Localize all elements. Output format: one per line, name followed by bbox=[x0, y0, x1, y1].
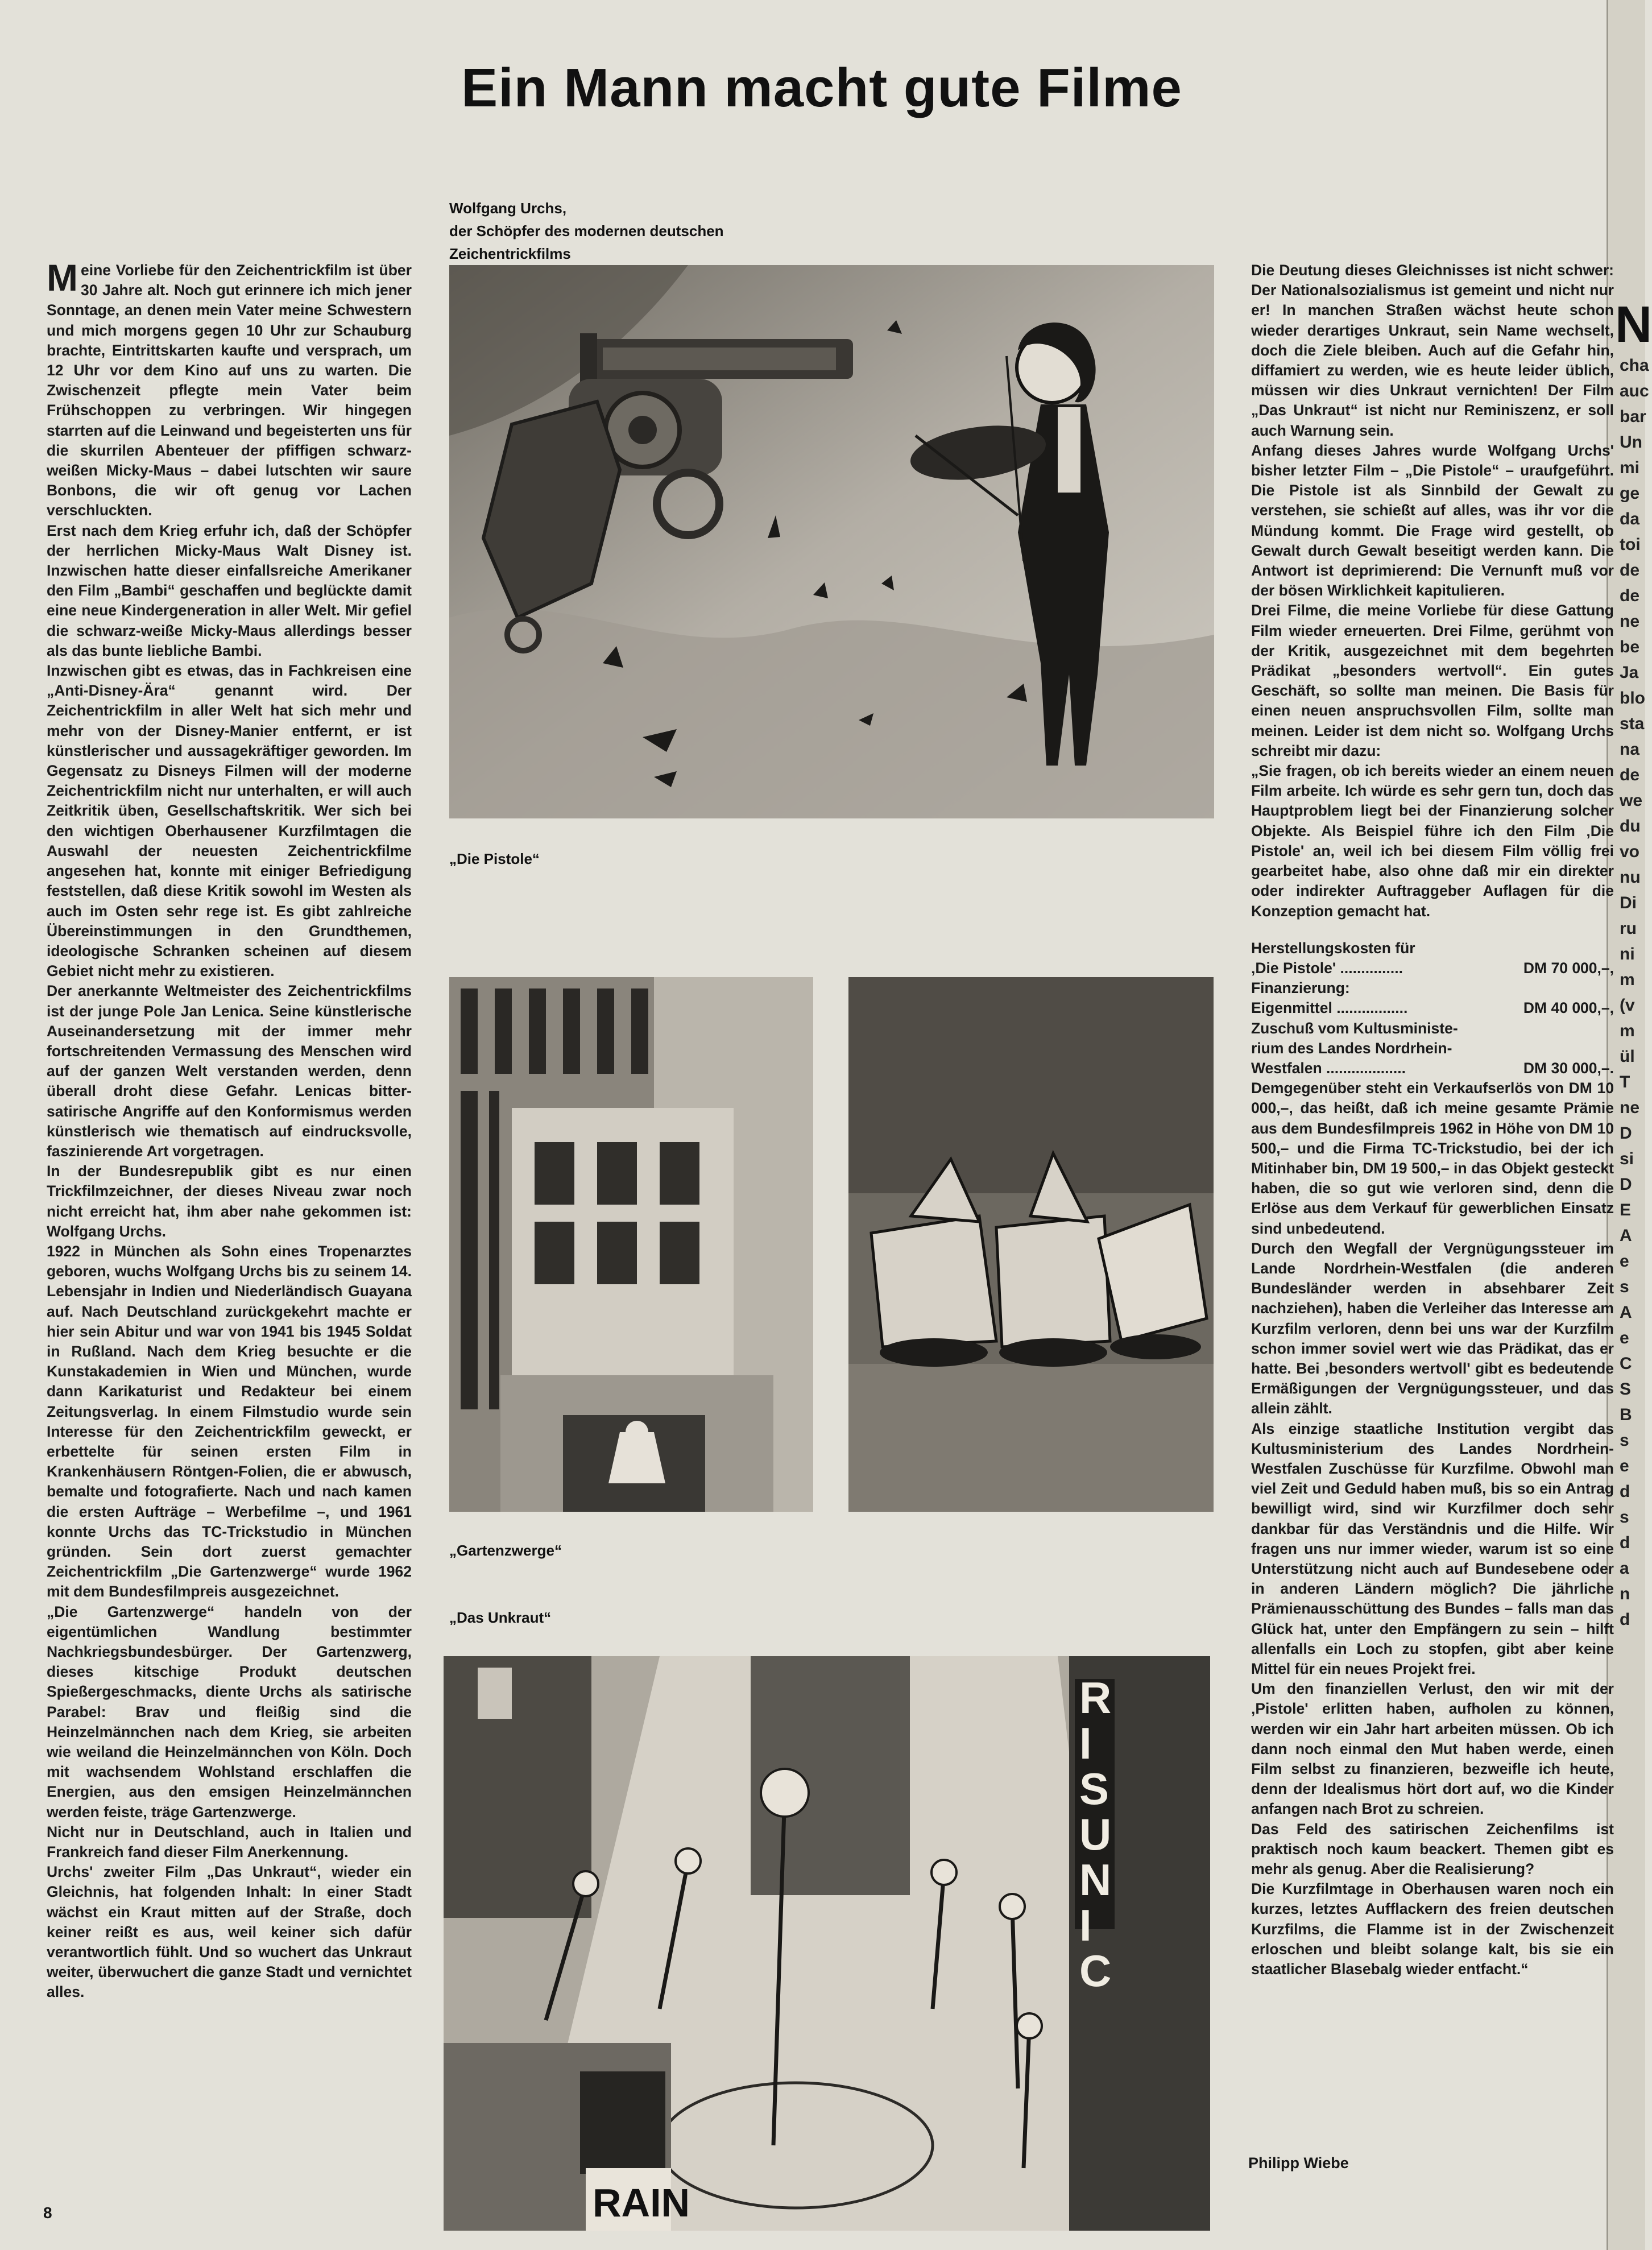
edge-fragment: blo bbox=[1620, 689, 1645, 708]
edge-fragment: D bbox=[1620, 1124, 1632, 1143]
edge-fragment: m bbox=[1620, 1021, 1635, 1040]
paragraph: Inzwischen gibt es etwas, das in Fachkreisen eine „Anti-Disney-Ära“ genannt wird. Der Zeichentrickfilm in aller Welt hat sich mehr und mehr von der Disney-Manier entfernt, er ist künstlerischer und aussagekräftiger geworden. Im Gegensatz zu Disneys Filmen will der moderne Zeichentrickfilm nicht nur unterhalten, er will auch Zeitkritik üben, Gesellschaftskritik. Wer sich bei den wichtigen Oberhausener Kurzfilmtagen die Auswahl der neuesten Zeichentrickfilme angesehen hat, konnte mit einiger Befriedigung feststellen, daß diese Kritik sowohl im Westen als auch im Osten sehr rege ist. Es gibt zahlreiche Übereinstimmungen in den Grundthemen, ideologische Schranken scheinen auf diesem Gebiet nicht mehr zu existieren. bbox=[47, 662, 412, 980]
figure-pistole bbox=[449, 265, 1214, 818]
risunic-sign bbox=[1079, 1673, 1111, 1996]
edge-fragment: e bbox=[1620, 1457, 1629, 1475]
caption-pistole: „Die Pistole“ bbox=[449, 850, 540, 867]
edge-fragment: si bbox=[1620, 1149, 1634, 1168]
edge-fragment: S bbox=[1620, 1380, 1632, 1399]
page-number: 8 bbox=[43, 2204, 52, 2222]
cost-label: Zuschuß vom Kultusministe- bbox=[1251, 1019, 1458, 1037]
paragraph: Nicht nur in Deutschland, auch in Italien und Frankreich fand dieser Film Anerkennung. bbox=[47, 1823, 412, 1861]
edge-fragment: d bbox=[1620, 1610, 1630, 1629]
edge-fragment: Ja bbox=[1620, 663, 1639, 682]
caption-gartenzwerge: „Gartenzwerge“ bbox=[449, 1542, 562, 1559]
edge-fragment: s bbox=[1620, 1431, 1629, 1450]
paragraph: Die Deutung dieses Gleichnisses ist nicht schwer: Der Nationalsozialismus ist gemeint und nicht nur er! In manchen Straßen wächst heute schon wieder derartiges Unkraut, sein Name wechselt, doch die Ziele bleiben. Auch auf die Gefahr hin, diffamiert zu werden, wie es heute leider üblich, müssen wir dies Unkraut vernichten! Der Film „Das Unkraut“ ist nicht nur Reminiszenz, er soll auch Warnung sein. bbox=[1251, 262, 1614, 439]
sign-letter: C bbox=[1079, 1946, 1112, 1996]
author-caption bbox=[449, 197, 768, 265]
edge-fragment: A bbox=[1620, 1303, 1632, 1322]
edge-fragment: E bbox=[1620, 1201, 1632, 1219]
next-page-text-fragments bbox=[1620, 353, 1649, 1632]
sign-letter: I bbox=[1079, 1718, 1092, 1768]
paragraph: Der anerkannte Weltmeister des Zeichentrickfilms ist der junge Pole Jan Lenica. Seine künstlerische Auseinandersetzung mit der immer mehr fortschreitenden Vermassung des Menschen wird auf der ganzen Welt verstanden werden, denn überall droht diese Gefahr. Lenicas bitter-satirische Angriffe auf den Konformismus werden künstlerisch wie thematisch auf eindrucksvolle, faszinierende Art vorgetragen. bbox=[47, 982, 412, 1160]
edge-fragment: a bbox=[1620, 1559, 1629, 1578]
edge-fragment: ne bbox=[1620, 612, 1640, 631]
unkraut-illustration bbox=[444, 1656, 1210, 2231]
costs-table bbox=[1251, 958, 1614, 1078]
edge-fragment: n bbox=[1620, 1585, 1630, 1603]
figure-gartenzwerge-building bbox=[449, 977, 813, 1512]
edge-fragment: bar bbox=[1620, 407, 1646, 426]
edge-fragment: Di bbox=[1620, 894, 1637, 912]
paragraph: Demgegenüber steht ein Verkaufserlös von DM 10 000,–, das heißt, daß ich meine gesamte Prämie aus dem Bundesfilmpreis 1962 in Höhe von DM 10 500,– und die Firma TC-Trickstudio, bei der ich Mitinhaber bin, DM 19 500,– in das Objekt gesteckt haben, die so gut wie verloren sind, denn die Erlöse aus dem Verkauf für gewerblichen Einsatz sind unbedeutend. bbox=[1251, 1079, 1614, 1237]
edge-fragment: (v bbox=[1620, 996, 1635, 1015]
cost-row bbox=[1251, 1019, 1614, 1039]
left-column bbox=[47, 257, 412, 2003]
edge-fragment: auc bbox=[1620, 382, 1649, 400]
cost-row bbox=[1251, 978, 1614, 998]
cost-amount: DM 40 000,–, bbox=[1523, 999, 1614, 1017]
edge-fragment: mi bbox=[1620, 458, 1640, 477]
cost-amount: DM 70 000,–, bbox=[1523, 959, 1614, 977]
cost-amount: DM 30 000,–. bbox=[1523, 1059, 1614, 1077]
drop-cap: M bbox=[47, 257, 78, 299]
next-page-initial: N bbox=[1615, 296, 1652, 353]
paragraph: „Sie fragen, ob ich bereits wieder an einem neuen Film arbeite. Ich würde es sehr gern tun, doch das Hauptproblem liegt bei der Finanzierung solcher Objekte. Als Beispiel führe ich den Film ‚Die Pistole' an, weil ich bei diesem Film völlig frei gearbeitet habe, also ohne daß mir ein direkter oder indirekter Auftraggeber Auflagen für die Konzeption gemacht hat. bbox=[1251, 762, 1614, 920]
cost-row bbox=[1251, 1058, 1614, 1078]
edge-fragment: cha bbox=[1620, 356, 1649, 375]
paragraph: Anfang dieses Jahres wurde Wolfgang Urchs' bisher letzter Film – „Die Pistole“ – uraufgeführt. Die Pistole ist als Sinnbild der Gewalt zu verstehen, sie schießt auf alles, was ihr vor die Mündung kommt. Die Frage wird gestellt, ob Gewalt durch Gewalt beseitigt werden kann. Die Antwort ist deprimierend: Die Vernunft muß vor der bösen Wirklichkeit kapitulieren. bbox=[1251, 441, 1614, 599]
edge-fragment: de bbox=[1620, 766, 1640, 784]
edge-fragment: m bbox=[1620, 970, 1635, 989]
cost-label: rium des Landes Nordrhein- bbox=[1251, 1039, 1452, 1057]
costs-heading: Herstellungskosten für bbox=[1251, 939, 1415, 957]
edge-fragment: de bbox=[1620, 586, 1640, 605]
sign-letter: I bbox=[1079, 1900, 1092, 1950]
cost-row bbox=[1251, 1039, 1614, 1058]
cost-label: Westfalen ................... bbox=[1251, 1059, 1406, 1077]
cost-label: Eigenmittel ................. bbox=[1251, 999, 1408, 1017]
edge-fragment: Un bbox=[1620, 433, 1642, 452]
edge-fragment: na bbox=[1620, 740, 1640, 759]
article-title: Ein Mann macht gute Filme bbox=[461, 57, 1182, 119]
cost-label: Finanzierung: bbox=[1251, 979, 1350, 997]
paragraph: Erst nach dem Krieg erfuhr ich, daß der Schöpfer der herrlichen Micky-Maus Walt Disney ist. Inzwischen hatte dieser einfallsreiche Amerikaner den Film „Bambi“ geschaffen und beglückte damit eine neue Kindergeneration in aller Welt. Mir gefiel die schwarz-weiße Micky-Maus allerdings besser als das bunte liebliche Bambi. bbox=[47, 522, 412, 659]
sign-letter: N bbox=[1079, 1855, 1112, 1905]
edge-fragment: nu bbox=[1620, 868, 1641, 887]
author-caption-line: der Schöpfer des modernen deutschen bbox=[449, 222, 724, 239]
paragraph: „Die Gartenzwerge“ handeln von der eigentümlichen Wandlung bestimmter Nachkriegsbundesbürger. Der Gartenzwerg, dieses kitschige Produkt deutschen Spießergeschmacks, diente Urchs als satirische Parabel: Brav und fleißig sind die Heinzelmännchen nach dem Krieg, sie arbeiten wie weiland die Heinzelmännchen von Köln. Doch mit wachsendem Wohlstand erschlaffen die Energien, aus den emsigen Heinzelmännchen werden feiste, träge Gartenzwerge. bbox=[47, 1603, 412, 1821]
production-costs bbox=[1251, 938, 1614, 1078]
edge-fragment: vo bbox=[1620, 842, 1640, 861]
edge-fragment: we bbox=[1620, 791, 1643, 810]
caption-unkraut: „Das Unkraut“ bbox=[449, 1609, 552, 1626]
edge-fragment: be bbox=[1620, 638, 1640, 656]
edge-fragment: A bbox=[1620, 1226, 1632, 1245]
cost-row bbox=[1251, 958, 1614, 978]
paragraph: Urchs' zweiter Film „Das Unkraut“, wieder ein Gleichnis, hat folgenden Inhalt: In einer Stadt wächst ein Kraut mitten auf der Straße, doch keiner reißt es aus, weil keiner sich dafür verantwortlich fühlt. Und so wuchert das Unkraut weiter, überwuchert die ganze Stadt und vernichtet alles. bbox=[47, 1863, 412, 2001]
edge-fragment: e bbox=[1620, 1329, 1629, 1347]
edge-fragment: da bbox=[1620, 510, 1640, 528]
paragraph: In der Bundesrepublik gibt es nur einen Trickfilmzeichner, der dieses Niveau zwar noch nicht erreicht hat, ihm aber nahe gekommen ist: Wolfgang Urchs. bbox=[47, 1163, 412, 1240]
edge-fragment: du bbox=[1620, 817, 1641, 836]
edge-fragment: d bbox=[1620, 1533, 1630, 1552]
paragraph: Um den finanziellen Verlust, den wir mit der ‚Pistole' erlitten haben, aufholen zu können, werden wir ein Jahr hart arbeiten müssen. Ob ich dann noch einmal den Mut haben werde, einen Film selbst zu finanzieren, bezweifle ich heute, denn der Idealismus hört dort auf, wo die Kinder anfangen nach Brot zu schreien. bbox=[1251, 1680, 1614, 1818]
figure-unkraut bbox=[444, 1656, 1210, 2231]
sign-letter: U bbox=[1079, 1809, 1112, 1859]
sign-letter: S bbox=[1079, 1764, 1109, 1814]
edge-fragment: T bbox=[1620, 1073, 1630, 1091]
edge-fragment: ru bbox=[1620, 919, 1637, 938]
paragraph: Die Kurzfilmtage in Oberhausen waren noch ein kurzes, letztes Aufflackern des freien deutschen Kurzfilms, die Flamme ist in der Zwischenzeit erloschen und bleibt solange kalt, bis sie ein staatlicher Blasebalg wieder entfacht.“ bbox=[1251, 1880, 1614, 1978]
gnomes-illustration bbox=[848, 977, 1214, 1512]
sign-letter: R bbox=[1079, 1673, 1112, 1723]
edge-fragment: e bbox=[1620, 1252, 1629, 1271]
pistole-illustration bbox=[449, 265, 1214, 818]
edge-fragment: de bbox=[1620, 561, 1640, 580]
edge-fragment: s bbox=[1620, 1277, 1629, 1296]
edge-fragment: ge bbox=[1620, 484, 1640, 503]
paragraph: Als einzige staatliche Institution vergibt das Kultusministerium des Landes Nordrhein-Westfalen Zuschüsse für Kurzfilme. Obwohl man viel Zeit und Geduld haben muß, bis so ein Antrag bewilligt wird, sind wir Kurzfilmer doch sehr dankbar für das Verständnis und die Hilfe. Wir fragen uns nur immer wieder, warum ist so eine Unterstützung nicht auch auf Bundesebene oder in anderen Ländern möglich? Die jährliche Prämienausschüttung des Bundes – falls man das Glück hat, unter den Empfängern zu sein – hilft allenfalls ein Loch zu stopfen, gibt aber keine Mittel für ein neues Projekt frei. bbox=[1251, 1420, 1614, 1678]
author-caption-line: Zeichentrickfilms bbox=[449, 245, 571, 262]
edge-fragment: sta bbox=[1620, 714, 1645, 733]
edge-fragment: toi bbox=[1620, 535, 1641, 554]
paragraph: Das Feld des satirischen Zeichenfilms ist praktisch noch kaum beackert. Themen gibt es mehr als genug. Aber die Realisierung? bbox=[1251, 1820, 1614, 1878]
author-signature: Philipp Wiebe bbox=[1248, 2154, 1349, 2172]
rain-lettering: RAIN bbox=[593, 2181, 690, 2225]
right-column bbox=[1251, 260, 1614, 1979]
paragraph: Drei Filme, die meine Vorliebe für diese Gattung Film wieder erneuerten. Drei Filme, gerühmt von der Kritik, ausgezeichnet mit dem begehrten Prädikat „besonders wertvoll“. Ein gutes Geschäft, so sollte man meinen. Die Basis für einen neuen anspruchsvollen Film, sollte man meinen. Leider ist dem nicht so. Wolfgang Urchs schreibt mir dazu: bbox=[1251, 602, 1614, 759]
paragraph: 1922 in München als Sohn eines Tropenarztes geboren, wuchs Wolfgang Urchs bis zu seinem 14. Lebensjahr in Indien und Niederländisch Guayana auf. Nach Deutschland zurückgekehrt machte er hier sein Abitur und war von 1941 bis 1945 Soldat in Rußland. Nach dem Krieg besuchte er die Kunstakademien in Wien und München, wurde dann Karikaturist und Redakteur bei einem Zeitungsverlag. In einem Filmstudio wurde sein Interesse für den Zeichentrickfilm geweckt, er erbettelte für seinen ersten Film in Krankenhäusern Röntgen-Folien, die er abwusch, bemalte und fotografierte. Nach und nach kamen die ersten Aufträge – Werbefilme –, und 1961 konnte Urchs das TC-Trickstudio in München gründen. Sein dort zuerst gemachter Zeichentrickfilm „Die Gartenzwerge“ wurde 1962 mit dem Bundesfilmpreis ausgezeichnet. bbox=[47, 1242, 412, 1600]
edge-fragment: C bbox=[1620, 1354, 1632, 1373]
cost-label: ‚Die Pistole' ............... bbox=[1251, 959, 1403, 977]
edge-fragment: d bbox=[1620, 1482, 1630, 1501]
edge-fragment: ül bbox=[1620, 1047, 1635, 1066]
paragraph: Durch den Wegfall der Vergnügungssteuer im Lande Nordrhein-Westfalen (die anderen Bundesländer werden in absehbarer Zeit nachziehen), haben die Verleiher das Interesse am Kurzfilm verloren, denn bei uns war der Kurzfilm schon immer soviel wert wie das Prädikat, das er hatte. Bei ‚besonders wertvoll' gibt es bedeutende Ermäßigungen der Vergnügungssteuer, und das allein zählt. bbox=[1251, 1239, 1614, 1417]
edge-fragment: B bbox=[1620, 1405, 1632, 1424]
figure-gartenzwerge-gnomes bbox=[848, 977, 1214, 1512]
edge-fragment: D bbox=[1620, 1175, 1632, 1194]
cost-row bbox=[1251, 998, 1614, 1018]
building-illustration bbox=[449, 977, 813, 1512]
paragraph: Meine Vorliebe für den Zeichentrickfilm ist über 30 Jahre alt. Noch gut erinnere ich mich jener Sonntage, an denen mein Vater meine Schwestern und mich morgens gegen 10 Uhr zur Schauburg brachte, Eintrittskarten kaufte und versprach, um 12 Uhr vor dem Kino auf uns zu warten. Die Zwischenzeit pflegte mein Vater beim Frühschoppen zu verbringen. Wir hingegen starrten auf die Leinwand und begeisterten uns für die skurrilen Abenteuer der pfiffigen schwarz-weißen Micky-Maus – dabei lutschten wir saure Bonbons, die wir oft genug vor Lachen verschluckten. bbox=[47, 257, 412, 519]
author-caption-line: Wolfgang Urchs, bbox=[449, 200, 567, 217]
edge-fragment: ni bbox=[1620, 945, 1635, 963]
edge-fragment: ne bbox=[1620, 1098, 1640, 1117]
edge-fragment: s bbox=[1620, 1508, 1629, 1527]
